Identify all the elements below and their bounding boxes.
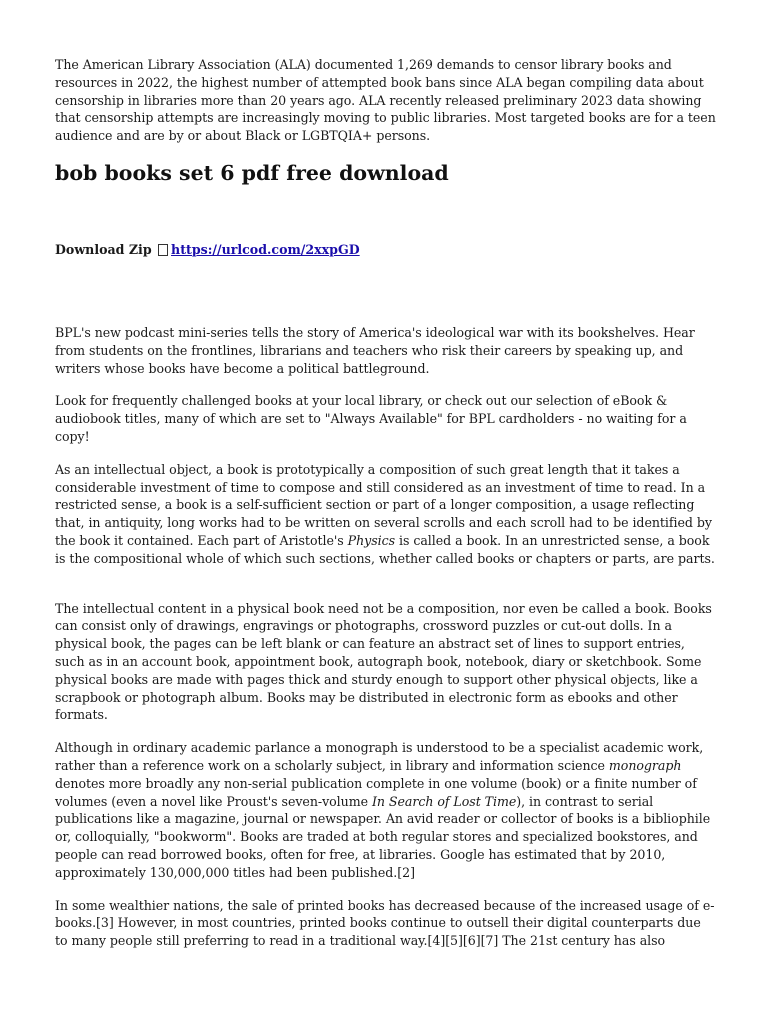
missing-glyph-icon (158, 244, 168, 256)
p3-text-b: is called a book. In an unrestricted sense, a book is the compositional whole of which such sections, whether called books or chapters or parts, are parts. (55, 532, 715, 566)
paragraph-monograph (55, 739, 717, 881)
p5-emphasis-1: monograph (608, 757, 682, 773)
p5-text-a: Although in ordinary academic parlance a monograph is understood to be a specialist academic work, rather than a reference work on a scholarly subject, in library and information science (55, 740, 704, 773)
intro-paragraph: The American Library Association (ALA) documented 1,269 demands to censor library books and resources in 2022, the highest number of attempted book bans since ALA began compiling data about censorship in libraries more than 20 years ago. ALA recently released preliminary 2023 data showing that censorship attempts are increasingly moving to public libraries. Most targeted books are for a teen audience and are by or about Black or LGBTQIA+ persons. (55, 57, 716, 144)
paragraph-ebooks: In some wealthier nations, the sale of printed books has decreased because of the increased usage of e-books.[3] However, in most countries, printed books continue to outsell their digital counterparts due to many people still preferring to read in a traditional way.[4][5][6][7] The 21st century has also (55, 897, 715, 949)
p3-emphasis: Physics (347, 532, 396, 548)
paragraph-challenged-books: Look for frequently challenged books at your local library, or check out our selection of eBook & audiobook titles, many of which are set to "Always Available" for BPL cardholders - no waiting for a copy! (55, 393, 687, 444)
paragraph-intellectual-object (55, 461, 717, 568)
page-title: bob books set 6 pdf free download (55, 160, 449, 185)
p5-text-c: ), in contrast to serial publications like a magazine, journal or newspaper. An avid reader or collector of books is a bibliophile or, colloquially, "bookworm". Books are traded at both regular stores and specialized bookstores, and people can read borrowed books, often for free, at libraries. Google has estimated that by 2010, approximately 130,000,000 titles had been published.[2] (55, 793, 711, 880)
download-link[interactable]: https://urlcod.com/2xxpGD (171, 241, 360, 257)
download-label: Download Zip (55, 241, 152, 257)
paragraph-podcast: BPL's new podcast mini-series tells the story of America's ideological war with its bookshelves. Hear from students on the frontlines, librarians and teachers who risk their careers by speaking up, and writers whose books have become a political battleground. (55, 324, 695, 376)
paragraph-intellectual-content: The intellectual content in a physical book need not be a composition, nor even be called a book. Books can consist only of drawings, engravings or photographs, crossword puzzles or cut-out dolls. In a physical book, the pages can be left blank or can feature an abstract set of lines to support entries, such as in an account book, appointment book, autograph book, notebook, diary or sketchbook. Some physical books are made with pages thick and sturdy enough to support other physical objects, like a scrapbook or photograph album. Books may be distributed in electronic form as ebooks and other formats. (55, 600, 712, 723)
download-line (55, 241, 717, 259)
p5-emphasis-2: In Search of Lost Time (371, 793, 517, 809)
document-page (55, 56, 717, 950)
p5-text-b: denotes more broadly any non-serial publication complete in one volume (book) or a finite number of volumes (even a novel like Proust's seven-volume (55, 775, 697, 809)
p3-text-a: As an intellectual object, a book is prototypically a composition of such great length that it takes a considerable investment of time to compose and still considered as an investment of time to read. In a restricted sense, a book is a self-sufficient section or part of a longer composition, a usage reflecting that, in antiquity, long works had to be written on several scrolls and each scroll had to be identified by the book it contained. Each part of Aristotle's (55, 461, 712, 548)
